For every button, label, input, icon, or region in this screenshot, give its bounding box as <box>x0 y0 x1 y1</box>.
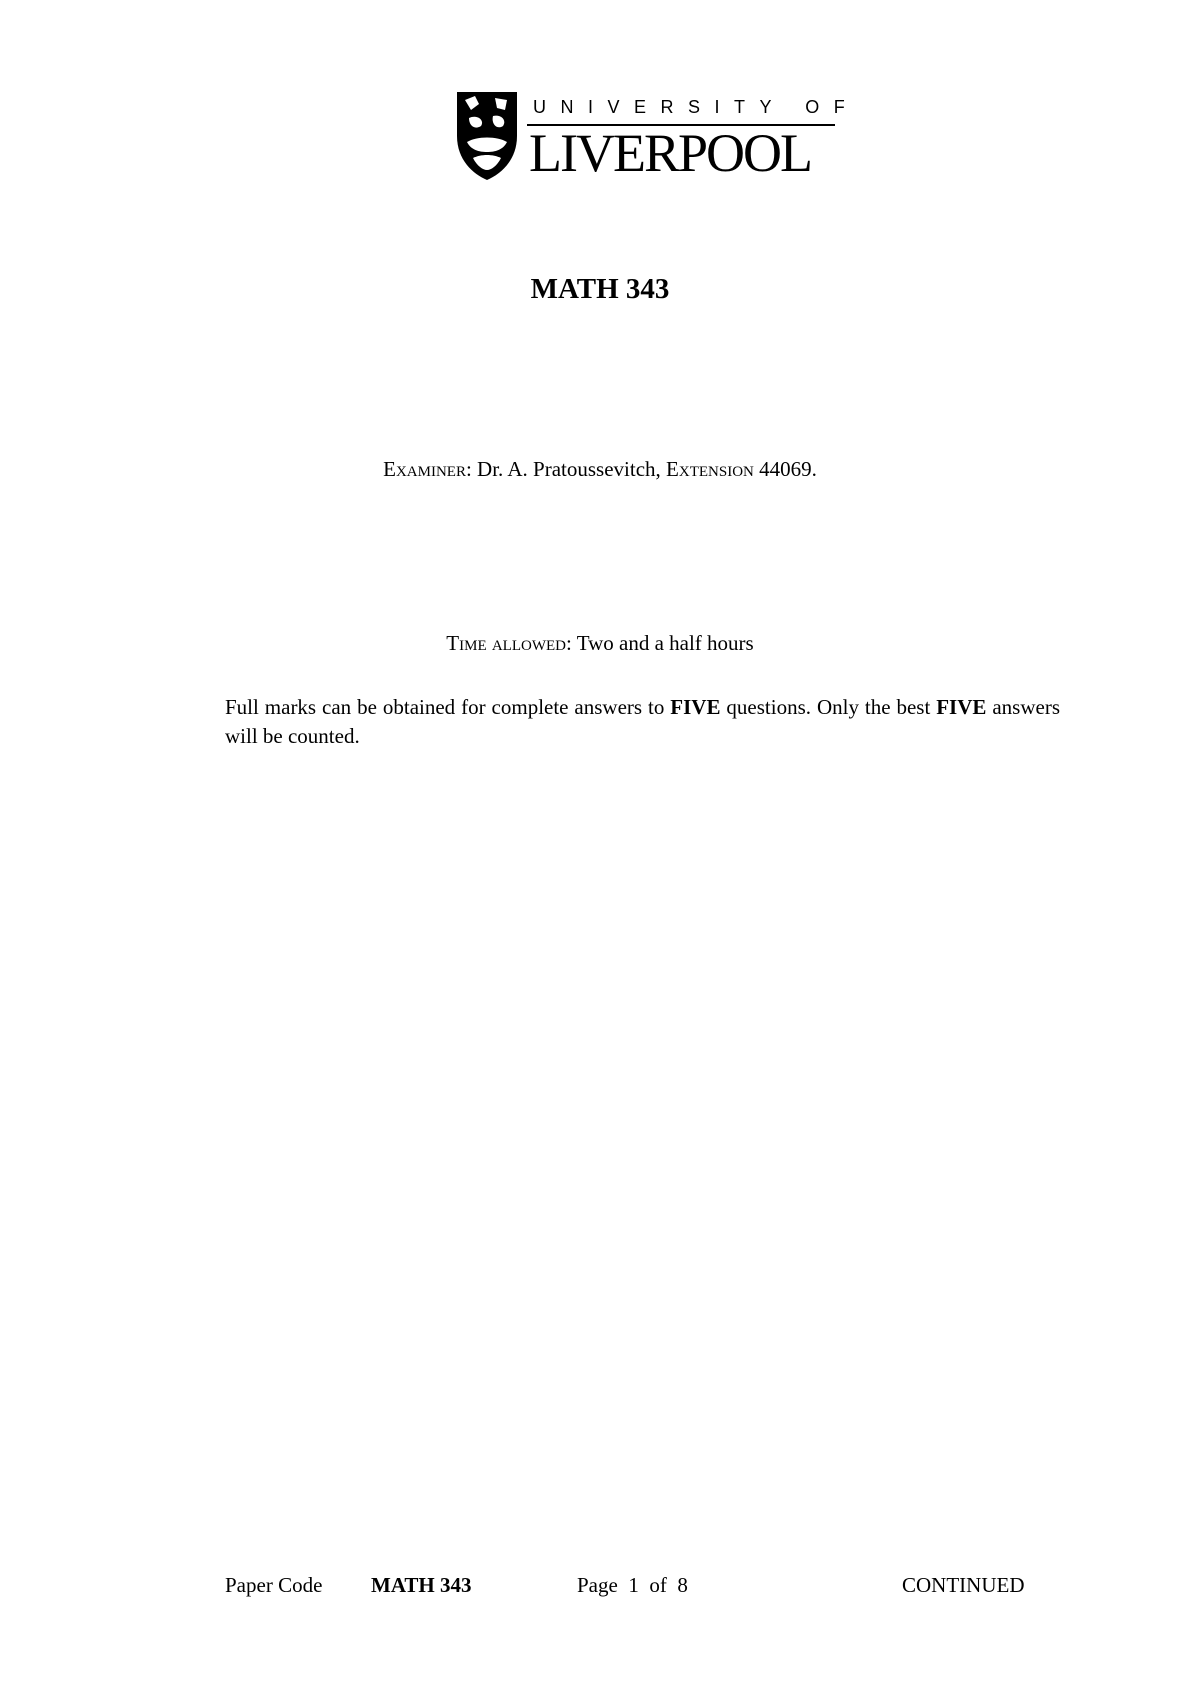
exam-instructions <box>225 693 1060 751</box>
extension-number: 44069. <box>759 457 817 481</box>
time-allowed-value: Two and a half hours <box>576 631 754 655</box>
examiner-label: Examiner: <box>383 457 472 481</box>
footer-page-number: 1 <box>628 1573 639 1597</box>
logo-line-liverpool: LIVERPOOL <box>529 123 811 183</box>
instructions-five-2: FIVE <box>936 695 987 719</box>
footer-continued: CONTINUED <box>902 1573 1025 1597</box>
examiner-line <box>0 456 1200 482</box>
extension-label: Extension <box>666 457 754 481</box>
exam-title: MATH 343 <box>530 273 670 305</box>
instructions-text-1: Full marks can be obtained for complete answers to <box>225 695 671 719</box>
time-allowed-line <box>0 630 1200 656</box>
footer-page-indicator <box>577 1571 688 1599</box>
footer-page-total: 8 <box>677 1573 688 1597</box>
university-crest-icon <box>455 90 519 182</box>
footer-page-label: Page <box>577 1573 618 1597</box>
instructions-text-3: answers will be counted. <box>225 695 1061 748</box>
time-allowed-label: Time allowed: <box>446 631 572 655</box>
examiner-name: Dr. A. Pratoussevitch, <box>477 457 661 481</box>
university-logo <box>455 90 860 183</box>
university-wordmark <box>527 96 860 183</box>
footer-paper-code: MATH 343 <box>371 1573 472 1597</box>
instructions-text-2: questions. Only the best <box>720 695 937 719</box>
logo-line-university-of: UNIVERSITY OF <box>533 97 860 117</box>
footer-of-label: of <box>649 1573 667 1597</box>
footer-paper-code-label: Paper Code <box>225 1573 323 1597</box>
instructions-five-1: FIVE <box>670 695 721 719</box>
